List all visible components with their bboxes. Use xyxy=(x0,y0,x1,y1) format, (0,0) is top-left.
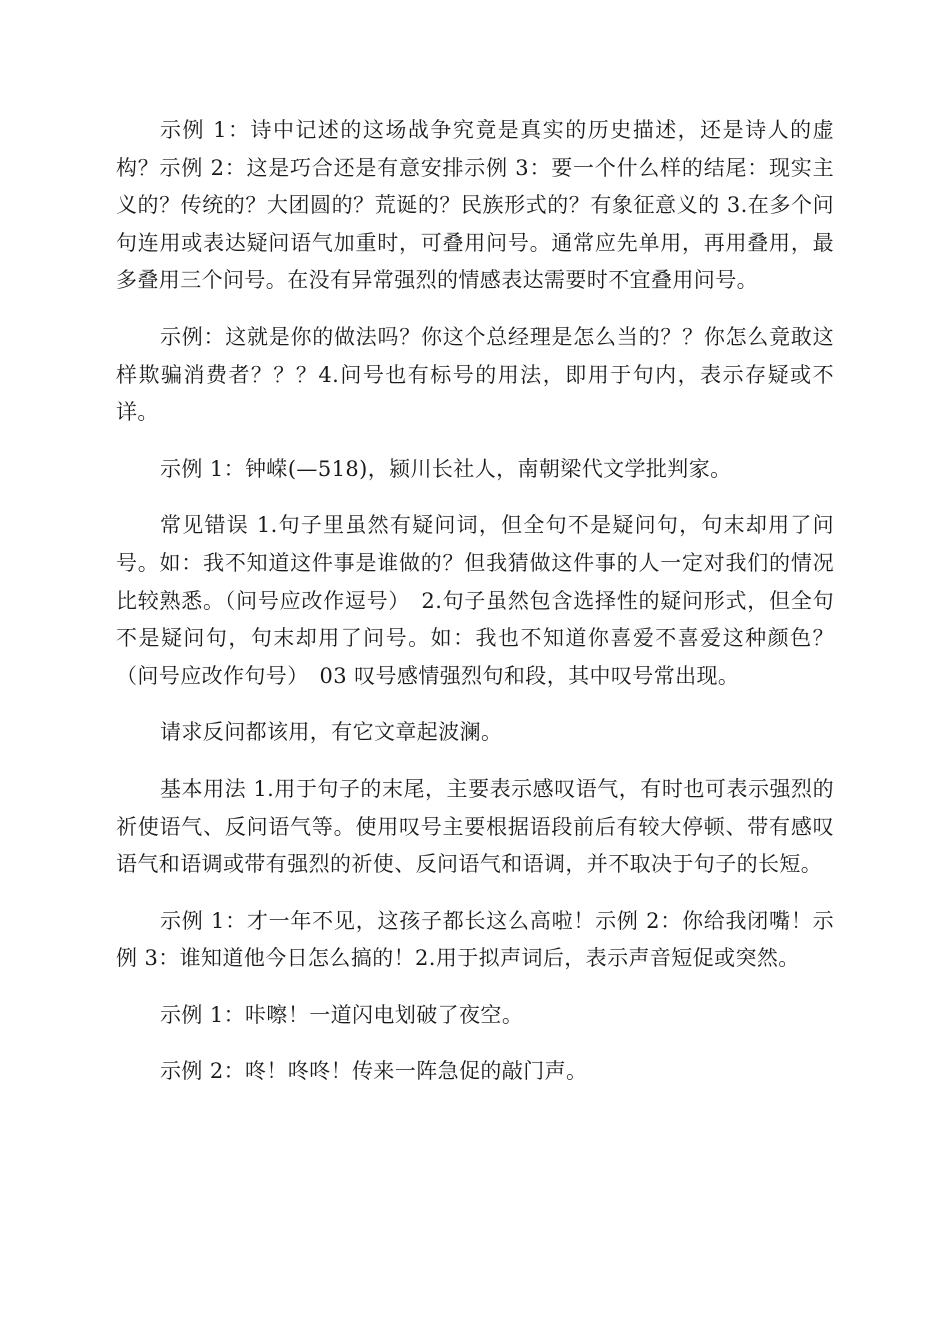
paragraph-onomatopoeia-example-1: 示例 1：咔嚓！一道闪电划破了夜空。 xyxy=(160,1002,524,1027)
paragraph-question-mark-stacking: 示例 1：诗中记述的这场战争究竟是真实的历史描述，还是诗人的虚构？示例 2：这是巧合还是有意安排示例 3：要一个什么样的结尾：现实主义的？传统的？大团圆的？荒诞的？民族形式的？有象征意义的 3.在多个问句连用或表达疑问语气加重时，可叠用问号。通常应先单用，再用叠用，最多叠用三个问号。在没有异常强烈的情感表达需要时不宜叠用问号。 xyxy=(116,118,834,293)
paragraph-onomatopoeia-example-2: 示例 2：咚！咚咚！传来一阵急促的敲门声。 xyxy=(160,1059,588,1084)
paragraph-exclamation-rhyme: 请求反问都该用，有它文章起波澜。 xyxy=(160,720,503,745)
paragraph-exclamation-basic-usage: 基本用法 1.用于句子的末尾，主要表示感叹语气，有时也可表示强烈的祈使语气、反问语气等。使用叹号主要根据语段前后有较大停顿、带有感叹语气和语调或带有强烈的祈使、反问语气和语调，并不取决于句子的长短。 xyxy=(116,776,834,877)
paragraph-stacked-question-example: 示例：这就是你的做法吗？你这个总经理是怎么当的？？你怎么竟敢这样欺骗消费者？？？4.问号也有标号的用法，即用于句内，表示存疑或不详。 xyxy=(116,324,834,425)
paragraph-common-errors: 常见错误 1.句子里虽然有疑问词，但全句不是疑问句，句末却用了问号。如：我不知道这件事是谁做的？但我猜做这件事的人一定对我们的情况比较熟悉。（问号应改作逗号） 2.句子虽然包含选择性的疑问形式，但全句不是疑问句，句末却用了问号。如：我也不知道你喜爱不喜爱这种颜色？（问号应改作句号） 03 叹号感情强烈句和段，其中叹号常出现。 xyxy=(116,513,834,688)
paragraph-exclamation-examples: 示例 1：才一年不见，这孩子都长这么高啦！示例 2：你给我闭嘴！示例 3：谁知道他今日怎么搞的！2.用于拟声词后，表示声音短促或突然。 xyxy=(116,908,834,971)
document-page xyxy=(116,112,834,1110)
paragraph-uncertain-example: 示例 1：钟嵘(—518)，颍川长社人，南朝梁代文学批判家。 xyxy=(160,456,732,481)
